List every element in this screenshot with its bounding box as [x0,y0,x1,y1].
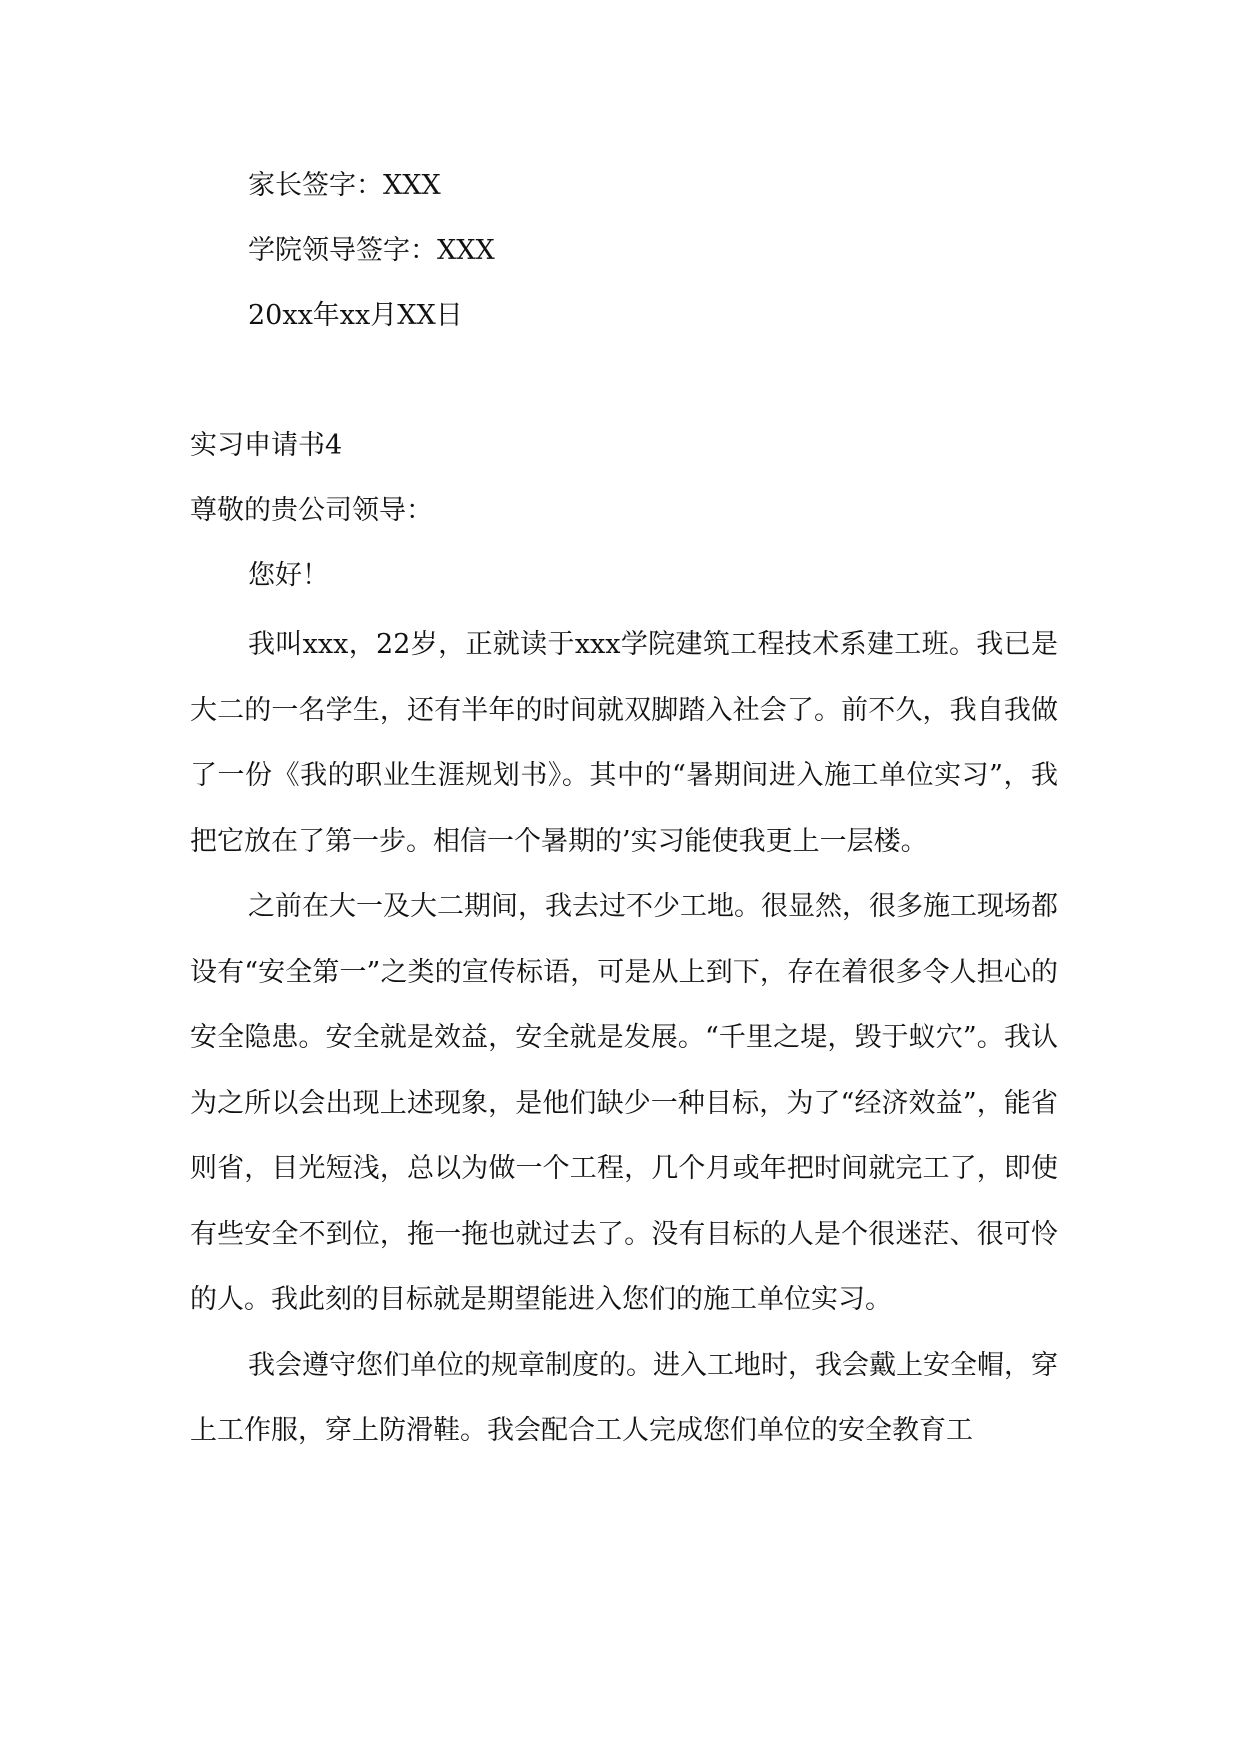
body-paragraph-3: 我会遵守您们单位的规章制度的。进入工地时，我会戴上安全帽，穿上工作服，穿上防滑鞋。我会配合工人完成您们单位的安全教育工 [190,1349,1058,1446]
parent-signature: 家长签字：XXX [248,170,441,201]
letter-salutation: 尊敬的贵公司领导： [190,495,433,526]
college-leader-signature: 学院领导签字：XXX [248,235,495,266]
letter-greeting: 您好！ [248,560,329,591]
body-paragraph-1: 我叫xxx，22岁，正就读于xxx学院建筑工程技术系建工班。我已是大二的一名学生，还有半年的时间就双脚踏入社会了。前不久，我自我做了一份《我的职业生涯规划书》。其中的“暑期间进入施工单位实习”，我把它放在了第一步。相信一个暑期的’实习能使我更上一层楼。 [190,629,1058,857]
body-paragraph-2: 之前在大一及大二期间，我去过不少工地。很显然，很多施工现场都设有“安全第一”之类的宣传标语，可是从上到下，存在着很多令人担心的安全隐患。安全就是效益，安全就是发展。“千里之堤，毁于蚁穴”。我认为之所以会出现上述现象，是他们缺少一种目标，为了“经济效益”，能省则省，目光短浅，总以为做一个工程，几个月或年把时间就完工了，即使有些安全不到位，拖一拖也就过去了。没有目标的人是个很迷茫、很可怜的人。我此刻的目标就是期望能进入您们的施工单位实习。 [190,891,1058,1315]
signature-date: 20xx年xx月XX日 [248,300,463,331]
letter-body [190,612,1058,1464]
letter-title: 实习申请书4 [190,430,343,461]
